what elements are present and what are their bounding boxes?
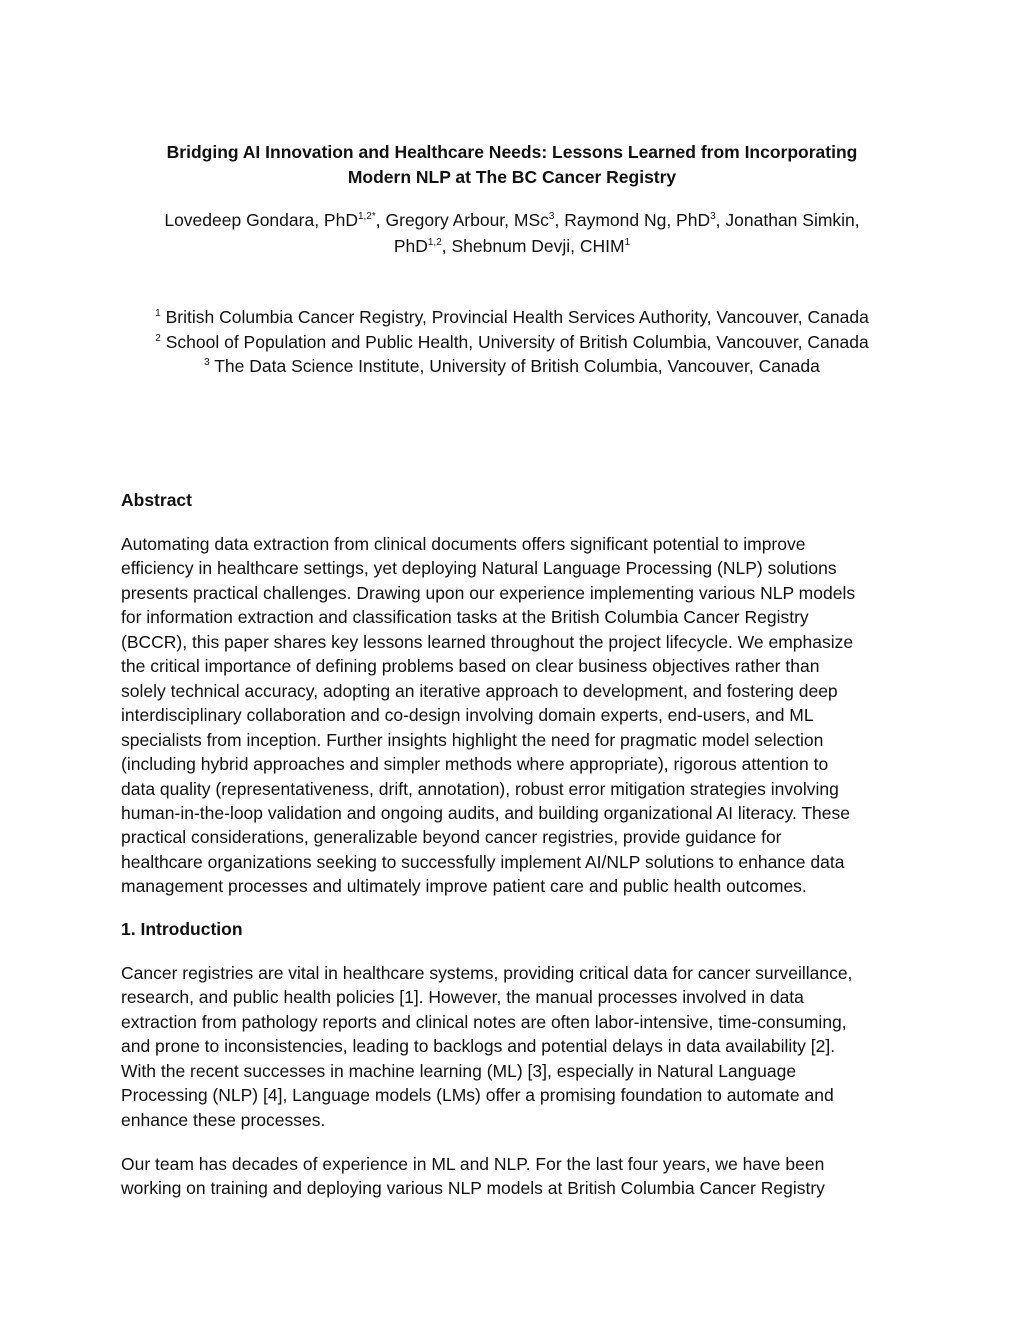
text-line: healthcare organizations seeking to successfully implement AI/NLP solutions to enhance data — [121, 851, 845, 872]
text-line: for information extraction and classification tasks at the British Columbia Cancer Registry — [121, 607, 809, 628]
author-affil-mark: 1,2* — [357, 211, 376, 223]
author-name: PhD — [393, 236, 428, 256]
title-line-2: Modern NLP at The BC Cancer Registry — [347, 167, 677, 187]
abstract-heading: Abstract — [121, 490, 192, 510]
text-line: data quality (representativeness, drift, annotation), robust error mitigation strategies involving — [121, 778, 839, 799]
author-name: Lovedeep Gondara, PhD — [164, 210, 358, 230]
author-name: Gregory Arbour, MSc — [385, 210, 549, 230]
text-line: Cancer registries are vital in healthcare systems, providing critical data for cancer surveillance, — [121, 963, 853, 983]
text-line: Our team has decades of experience in ML and NLP. For the last four years, we have been — [121, 1154, 825, 1174]
affiliation-item — [80, 330, 944, 355]
author-affil-mark: 1,2 — [427, 237, 442, 249]
title-line-1: Bridging AI Innovation and Healthcare Needs: Lessons Learned from Incorporating — [166, 142, 858, 162]
text-line: enhance these processes. — [121, 1109, 326, 1130]
text-line: solely technical accuracy, adopting an iterative approach to development, and fostering deep — [121, 680, 838, 701]
author-name: Raymond Ng, PhD — [564, 210, 711, 230]
text-line: research, and public health policies [1]. However, the manual processes involved in data — [121, 987, 804, 1008]
text-line: and prone to inconsistencies, leading to backlogs and potential delays in data availability [2]. — [121, 1036, 836, 1057]
author-name: Shebnum Devji, CHIM — [451, 236, 625, 256]
text-line: interdisciplinary collaboration and co-design involving domain experts, end-users, and ML — [121, 705, 814, 726]
text-line: practical considerations, generalizable beyond cancer registries, provide guidance for — [121, 827, 782, 848]
text-line: extraction from pathology reports and clinical notes are often labor-intensive, time-consuming, — [121, 1011, 847, 1032]
text-line: efficiency in healthcare settings, yet deploying Natural Language Processing (NLP) solutions — [121, 558, 837, 579]
text-line: human-in-the-loop validation and ongoing audits, and building organizational AI literacy. These — [121, 802, 851, 823]
text-line: With the recent successes in machine learning (ML) [3], especially in Natural Language — [121, 1060, 797, 1081]
author-list — [100, 207, 924, 259]
affiliation-number: 3 — [204, 357, 210, 369]
text-line: management processes and ultimately improve patient care and public health outcomes. — [121, 876, 807, 897]
author-affil-mark: 3 — [548, 211, 555, 223]
affiliation-number: 2 — [155, 332, 161, 344]
abstract-paragraph — [121, 532, 911, 899]
author-name: Jonathan Simkin, — [725, 210, 860, 230]
introduction-paragraph-2 — [121, 1152, 911, 1201]
paper-title — [100, 140, 924, 190]
affiliation-item — [80, 305, 944, 330]
author-affil-mark: 3 — [710, 211, 716, 223]
affiliation-text: British Columbia Cancer Registry, Provincial Health Services Authority, Vancouver, Canada — [165, 307, 869, 327]
text-line: specialists from inception. Further insights highlight the need for pragmatic model selection — [121, 729, 824, 750]
text-line: working on training and deploying various NLP models at British Columbia Cancer Registry — [121, 1178, 825, 1199]
affiliation-list — [80, 305, 944, 379]
text-line: (BCCR), this paper shares key lessons learned throughout the project lifecycle. We emphasize — [121, 631, 854, 652]
affiliation-text: The Data Science Institute, University of British Columbia, Vancouver, Canada — [214, 356, 820, 376]
text-line: Automating data extraction from clinical documents offers significant potential to improve — [121, 534, 806, 554]
text-line: presents practical challenges. Drawing upon our experience implementing various NLP models — [121, 582, 856, 603]
author-affil-mark: 1 — [624, 237, 631, 249]
introduction-paragraph-1 — [121, 961, 911, 1132]
affiliation-number: 1 — [155, 308, 161, 320]
affiliation-item — [80, 354, 944, 379]
author-line-2: PhD$^{1,2}$, Shebnum Devji, CHIM$^1$ — [393, 236, 631, 256]
text-line: the critical importance of defining problems based on clear business objectives rather than — [121, 656, 820, 677]
author-line-1: Lovedeep Gondara, PhD$^{1,2*}$, Gregory Arbour, MSc$^3$, Raymond Ng, PhD$^3$, Jonathan Simkin, — [164, 210, 860, 230]
introduction-heading: 1. Introduction — [121, 919, 243, 939]
affiliation-text: School of Population and Public Health, University of British Columbia, Vancouver, Canada — [165, 331, 869, 352]
text-line: (including hybrid approaches and simpler methods where appropriate), rigorous attention to — [121, 754, 829, 775]
text-line: Processing (NLP) [4], Language models (LMs) offer a promising foundation to automate and — [121, 1085, 834, 1106]
